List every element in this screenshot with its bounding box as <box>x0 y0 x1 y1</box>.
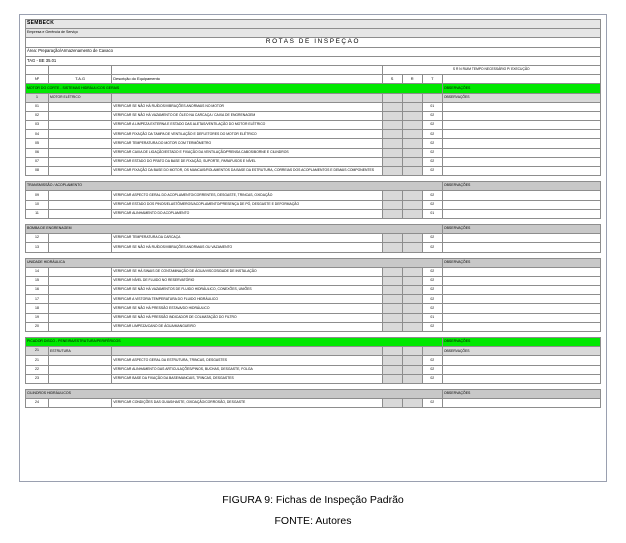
row-number: 1 <box>26 93 49 102</box>
table-row <box>26 374 601 383</box>
row-mark-s <box>382 322 402 331</box>
subgroup-header-row <box>26 347 601 356</box>
group-label: UNIDADE HIDRÁULICA <box>26 258 443 267</box>
row-mark-r <box>402 139 422 148</box>
table-row <box>26 111 601 120</box>
row-number: 19 <box>26 313 49 322</box>
row-tag <box>49 286 112 295</box>
inspection-sheet <box>25 19 601 408</box>
row-number: 18 <box>26 304 49 313</box>
group-observations-header: OBSERVAÇÕES <box>442 84 600 93</box>
row-observations <box>442 374 600 383</box>
row-mark-t: 02 <box>422 121 442 130</box>
row-description: VERIFICAR SE NÃO HÁ PRESSÃO INDICADOR DE COLMATAÇÃO DO FILTRO <box>112 313 382 322</box>
row-mark-t: 02 <box>422 200 442 209</box>
row-description: VERIFICAR NÍVEL DE FLUIDO NO RESERVATÓRIO <box>112 276 382 285</box>
column-header-row <box>26 75 601 84</box>
row-observations <box>442 313 600 322</box>
row-description: VERIFICAR SE HÁ SINAIS DE CONTAMINAÇÃO DE ÁGUA/VISCOSIDADE DE INSTALAÇÃO <box>112 267 382 276</box>
col-header-t: T <box>422 75 442 84</box>
table-row <box>26 399 601 408</box>
row-mark-s <box>382 347 402 356</box>
row-mark-t: 02 <box>422 157 442 166</box>
table-row <box>26 322 601 331</box>
row-description: VERIFICAR SE NÃO HÁ PRESSÃO ESTAVA/DO HIDRÁULICO <box>112 304 382 313</box>
row-mark-r <box>402 148 422 157</box>
row-mark-s <box>382 130 402 139</box>
row-tag <box>49 111 112 120</box>
row-mark-s <box>382 365 402 374</box>
row-mark-r <box>402 322 422 331</box>
table-row <box>26 130 601 139</box>
figure-caption-line1: FIGURA 9: Fichas de Inspeção Padrão <box>222 494 404 506</box>
row-number: 24 <box>26 399 49 408</box>
row-description: VERIFICAR CAIXA DE LIGAÇÃO/ESTADO E FIXAÇÃO DA VENTILAÇÃO/PRENSA CABOS/BORNE E CILINDROS <box>112 148 382 157</box>
row-number: 15 <box>26 276 49 285</box>
row-description: VERIFICAR ALINHAMENTO DO ACOPLAMENTO <box>112 209 382 218</box>
sheet-rows <box>26 84 601 408</box>
row-tag <box>49 356 112 365</box>
table-row <box>26 276 601 285</box>
group-label: CILINDROS HIDRÁULICOS <box>26 389 443 398</box>
row-tag <box>49 374 112 383</box>
table-row <box>26 356 601 365</box>
row-tag <box>49 191 112 200</box>
group-observations-header: OBSERVAÇÕES <box>442 258 600 267</box>
table-row <box>26 148 601 157</box>
row-mark-r <box>402 356 422 365</box>
row-number: 07 <box>26 157 49 166</box>
row-description: VERIFICAR A VISTORIA TEMPERATURA DO FLUIDO HIDRÁULICO <box>112 295 382 304</box>
row-mark-s <box>382 356 402 365</box>
col-header-r: R <box>402 75 422 84</box>
row-mark-s <box>382 139 402 148</box>
row-mark-s <box>382 93 402 102</box>
row-observations <box>442 356 600 365</box>
row-observations <box>442 276 600 285</box>
row-mark-s <box>382 313 402 322</box>
tag-field: TAG - BE 35.01 <box>26 56 601 65</box>
spacer-cell-n <box>26 65 49 74</box>
row-observations <box>442 295 600 304</box>
row-observations <box>442 111 600 120</box>
row-number: 16 <box>26 286 49 295</box>
row-tag <box>49 313 112 322</box>
row-tag <box>49 139 112 148</box>
table-row <box>26 139 601 148</box>
group-observations-header: OBSERVAÇÕES <box>442 338 600 347</box>
row-number: 06 <box>26 148 49 157</box>
group-observations-header: OBSERVAÇÕES <box>442 182 600 191</box>
row-mark-r <box>402 313 422 322</box>
row-mark-s <box>382 267 402 276</box>
row-mark-t: 01 <box>422 313 442 322</box>
row-mark-t: 02 <box>422 243 442 252</box>
row-tag <box>49 200 112 209</box>
row-mark-t: 02 <box>422 167 442 176</box>
row-mark-s <box>382 295 402 304</box>
group-header-row <box>26 258 601 267</box>
row-mark-r <box>402 304 422 313</box>
table-row <box>26 295 601 304</box>
row-mark-r <box>402 365 422 374</box>
row-mark-r <box>402 234 422 243</box>
page-title: ROTAS DE INSPEÇÃO <box>26 38 601 47</box>
row-mark-t: 02 <box>422 304 442 313</box>
row-mark-t: 01 <box>422 102 442 111</box>
brand-row <box>26 20 601 29</box>
area-label: Área: <box>27 48 38 54</box>
row-mark-s <box>382 209 402 218</box>
header-group-row <box>26 65 601 74</box>
row-mark-t: 02 <box>422 374 442 383</box>
row-mark-t: 02 <box>422 267 442 276</box>
area-value: Preparação/Armazenamento de Cavaco <box>38 48 113 54</box>
spacer-cell-tag <box>49 65 112 74</box>
group-label: TRANSMISSÃO / ACOPLAMENTO <box>26 182 443 191</box>
row-mark-s <box>382 234 402 243</box>
row-mark-s <box>382 157 402 166</box>
table-row <box>26 267 601 276</box>
row-mark-s <box>382 167 402 176</box>
row-observations <box>442 130 600 139</box>
row-observations <box>442 234 600 243</box>
row-description: VERIFICAR A LIMPEZA EXTERNA E ESTADO DAS ALETAS/VENTILAÇÃO DO MOTOR ELÉTRICO <box>112 121 382 130</box>
row-tag <box>49 167 112 176</box>
row-number: 23 <box>26 374 49 383</box>
row-description: VERIFICAR ESTADO DO PRATO DA BASE DE FIXAÇÃO, SUPORTE, PARAFUSOS E NÍVEL <box>112 157 382 166</box>
row-observations <box>442 167 600 176</box>
row-description <box>112 347 382 356</box>
col-header-obs <box>442 75 600 84</box>
row-mark-r <box>402 130 422 139</box>
row-mark-t: 02 <box>422 356 442 365</box>
row-mark-s <box>382 191 402 200</box>
col-header-desc: Descrição do Equipamento <box>112 75 382 84</box>
row-number: 21 <box>26 347 49 356</box>
row-mark-r <box>402 209 422 218</box>
row-mark-t: 02 <box>422 286 442 295</box>
row-observations: OBSERVAÇÕES <box>442 93 600 102</box>
group-header-row <box>26 182 601 191</box>
row-mark-r <box>402 157 422 166</box>
row-tag <box>49 243 112 252</box>
row-description: VERIFICAR TEMPERATURA DA CARCAÇA <box>112 234 382 243</box>
table-row <box>26 157 601 166</box>
row-mark-s <box>382 276 402 285</box>
row-mark-s <box>382 374 402 383</box>
row-description: VERIFICAR LIMPEZA/CANO DE ÁGUA/MANGUEIRO <box>112 322 382 331</box>
row-mark-r <box>402 276 422 285</box>
row-mark-s <box>382 286 402 295</box>
row-number: 01 <box>26 102 49 111</box>
row-tag <box>49 121 112 130</box>
row-mark-s <box>382 399 402 408</box>
row-tag <box>49 267 112 276</box>
row-number: 04 <box>26 130 49 139</box>
row-mark-s <box>382 121 402 130</box>
row-description: VERIFICAR FIXAÇÃO DA BASE DO MOTOR, OS MANCAIS/ROLAMENTOS DA BASE DA ESTRUTURA, CORREIAS DOS ACOPLAMENTOS E DEMAIS COMPONENTES <box>112 167 382 176</box>
table-row <box>26 200 601 209</box>
row-tag <box>49 102 112 111</box>
row-description: VERIFICAR SE NÃO HÁ RUÍDOS/VIBRAÇÕES ANORMAIS OU VAZAMENTO <box>112 243 382 252</box>
row-mark-s <box>382 200 402 209</box>
row-observations <box>442 267 600 276</box>
row-tag: MOTOR ELÉTRICO <box>49 93 112 102</box>
row-mark-r <box>402 347 422 356</box>
row-number: 02 <box>26 111 49 120</box>
row-tag <box>49 148 112 157</box>
row-number: 03 <box>26 121 49 130</box>
row-number: 08 <box>26 167 49 176</box>
row-mark-t: 02 <box>422 365 442 374</box>
table-row <box>26 286 601 295</box>
row-mark-t: 02 <box>422 276 442 285</box>
tag-row <box>26 56 601 65</box>
row-number: 11 <box>26 209 49 218</box>
area-field <box>26 47 601 56</box>
row-description: VERIFICAR SE NÃO HÁ VAZAMENTO DE ÓLEO NA CARCAÇA / CAIXA DE ENGRENAGEM <box>112 111 382 120</box>
row-tag <box>49 234 112 243</box>
row-mark-t <box>422 93 442 102</box>
row-observations <box>442 157 600 166</box>
row-mark-t: 02 <box>422 111 442 120</box>
table-row <box>26 243 601 252</box>
row-mark-r <box>402 399 422 408</box>
sheet-body <box>26 20 601 84</box>
row-mark-r <box>402 191 422 200</box>
row-mark-t <box>422 347 442 356</box>
row-description <box>112 93 382 102</box>
row-observations <box>442 209 600 218</box>
row-description: VERIFICAR BASE DA FIXAÇÃO DA BASE/MANCAIS, TRINCAS, DESGASTES <box>112 374 382 383</box>
row-observations <box>442 399 600 408</box>
table-row <box>26 234 601 243</box>
table-row <box>26 121 601 130</box>
row-mark-t: 02 <box>422 191 442 200</box>
legend-header: S R N RUIM TEMPO NECESSÁRIO P/ EXECUÇÃO <box>382 65 601 74</box>
row-description: VERIFICAR CONDIÇÕES DAS GUIAS/HASTE, OXIDAÇÃO/CORROSÃO, DESGASTE <box>112 399 382 408</box>
brand-name: SEMBECK <box>26 20 601 29</box>
row-tag <box>49 365 112 374</box>
row-tag <box>49 209 112 218</box>
area-row <box>26 47 601 56</box>
row-mark-s <box>382 111 402 120</box>
row-observations <box>442 304 600 313</box>
group-label: PICADOR DISCO - PENEIRA/ESTRUTURA/PERIFÉRICOS <box>26 338 443 347</box>
row-observations <box>442 322 600 331</box>
row-mark-r <box>402 267 422 276</box>
row-description: VERIFICAR TEMPERATURA DO MOTOR COM TERMÔMETRO <box>112 139 382 148</box>
row-number: 13 <box>26 243 49 252</box>
row-number: 20 <box>26 322 49 331</box>
brand-sub-row <box>26 29 601 38</box>
row-tag <box>49 295 112 304</box>
row-mark-t: 02 <box>422 139 442 148</box>
row-mark-s <box>382 148 402 157</box>
row-description: VERIFICAR ALINHAMENTO DAS ARTICULAÇÕES/PINOS, BUCHAS, DESGASTE, FOLGA <box>112 365 382 374</box>
group-header-row <box>26 224 601 233</box>
row-observations <box>442 139 600 148</box>
row-number: 22 <box>26 365 49 374</box>
row-description: VERIFICAR FIXAÇÃO DA TAMPA DE VENTILAÇÃO E DEFLETORES DO MOTOR ELÉTRICO <box>112 130 382 139</box>
table-row <box>26 209 601 218</box>
row-mark-r <box>402 243 422 252</box>
group-header-row <box>26 338 601 347</box>
row-description: VERIFICAR ESTADO DOS PINOS/ELASTÔMEROS/ACOPLAMENTO/PRESENÇA DE PÓ, DESGASTE E DEFORMAÇÃO <box>112 200 382 209</box>
row-number: 09 <box>26 191 49 200</box>
table-row <box>26 313 601 322</box>
row-number: 10 <box>26 200 49 209</box>
row-observations <box>442 200 600 209</box>
row-mark-s <box>382 243 402 252</box>
row-observations <box>442 191 600 200</box>
row-mark-t: 02 <box>422 295 442 304</box>
document-frame <box>19 14 607 482</box>
row-observations: OBSERVAÇÕES <box>442 347 600 356</box>
row-observations <box>442 286 600 295</box>
group-observations-header: OBSERVAÇÕES <box>442 389 600 398</box>
row-observations <box>442 121 600 130</box>
row-mark-t: 02 <box>422 148 442 157</box>
row-mark-t: 02 <box>422 399 442 408</box>
row-description: VERIFICAR SE NÃO HÁ VAZAMENTOS DE FLUIDO HIDRÁULICO, CONEXÕES, UNIÕES <box>112 286 382 295</box>
col-header-tag: T.A.G <box>49 75 112 84</box>
row-observations <box>442 102 600 111</box>
table-row <box>26 191 601 200</box>
row-tag <box>49 399 112 408</box>
row-mark-r <box>402 295 422 304</box>
group-label: BOMBA DE ENGRENAGEM <box>26 224 443 233</box>
col-header-n: Nº <box>26 75 49 84</box>
row-mark-r <box>402 111 422 120</box>
spacer-cell-desc <box>112 65 382 74</box>
row-mark-r <box>402 286 422 295</box>
subgroup-header-row <box>26 93 601 102</box>
row-mark-s <box>382 304 402 313</box>
figure-caption-line2: FONTE: Autores <box>274 515 352 527</box>
row-description: VERIFICAR SE NÃO HÁ RUÍDOS/VIBRAÇÕES ANORMAIS NO MOTOR <box>112 102 382 111</box>
row-number: 21 <box>26 356 49 365</box>
row-mark-r <box>402 102 422 111</box>
row-observations <box>442 148 600 157</box>
row-tag <box>49 130 112 139</box>
row-tag <box>49 276 112 285</box>
brand-subtitle: Empresa e Gerência de Serviço <box>26 29 601 38</box>
row-tag <box>49 322 112 331</box>
row-mark-t: 01 <box>422 209 442 218</box>
table-row <box>26 304 601 313</box>
table-row <box>26 167 601 176</box>
row-mark-t: 02 <box>422 234 442 243</box>
row-mark-r <box>402 93 422 102</box>
row-observations <box>442 365 600 374</box>
group-label: MOTOR DO CORTE - SISTEMAS HIDRÁULICOS GERAIS <box>26 84 443 93</box>
row-mark-r <box>402 200 422 209</box>
row-number: 12 <box>26 234 49 243</box>
row-mark-t: 02 <box>422 130 442 139</box>
row-tag <box>49 304 112 313</box>
title-row <box>26 38 601 47</box>
row-number: 17 <box>26 295 49 304</box>
row-number: 05 <box>26 139 49 148</box>
row-tag: ESTRUTURA <box>49 347 112 356</box>
group-observations-header: OBSERVAÇÕES <box>442 224 600 233</box>
row-observations <box>442 243 600 252</box>
row-mark-s <box>382 102 402 111</box>
group-header-row <box>26 84 601 93</box>
row-mark-r <box>402 121 422 130</box>
row-number: 14 <box>26 267 49 276</box>
group-header-row <box>26 389 601 398</box>
row-mark-r <box>402 167 422 176</box>
row-description: VERIFICAR ASPECTO GERAL DA ESTRUTURA, TRINCAS, DESGASTES <box>112 356 382 365</box>
row-mark-r <box>402 374 422 383</box>
row-mark-t: 02 <box>422 322 442 331</box>
row-description: VERIFICAR ASPECTO GERAL DO ACOPLAMENTO/CORRENTES, DESGASTE, TRINCAS, OXIDAÇÃO <box>112 191 382 200</box>
col-header-s: S <box>382 75 402 84</box>
table-row <box>26 365 601 374</box>
row-tag <box>49 157 112 166</box>
table-row <box>26 102 601 111</box>
